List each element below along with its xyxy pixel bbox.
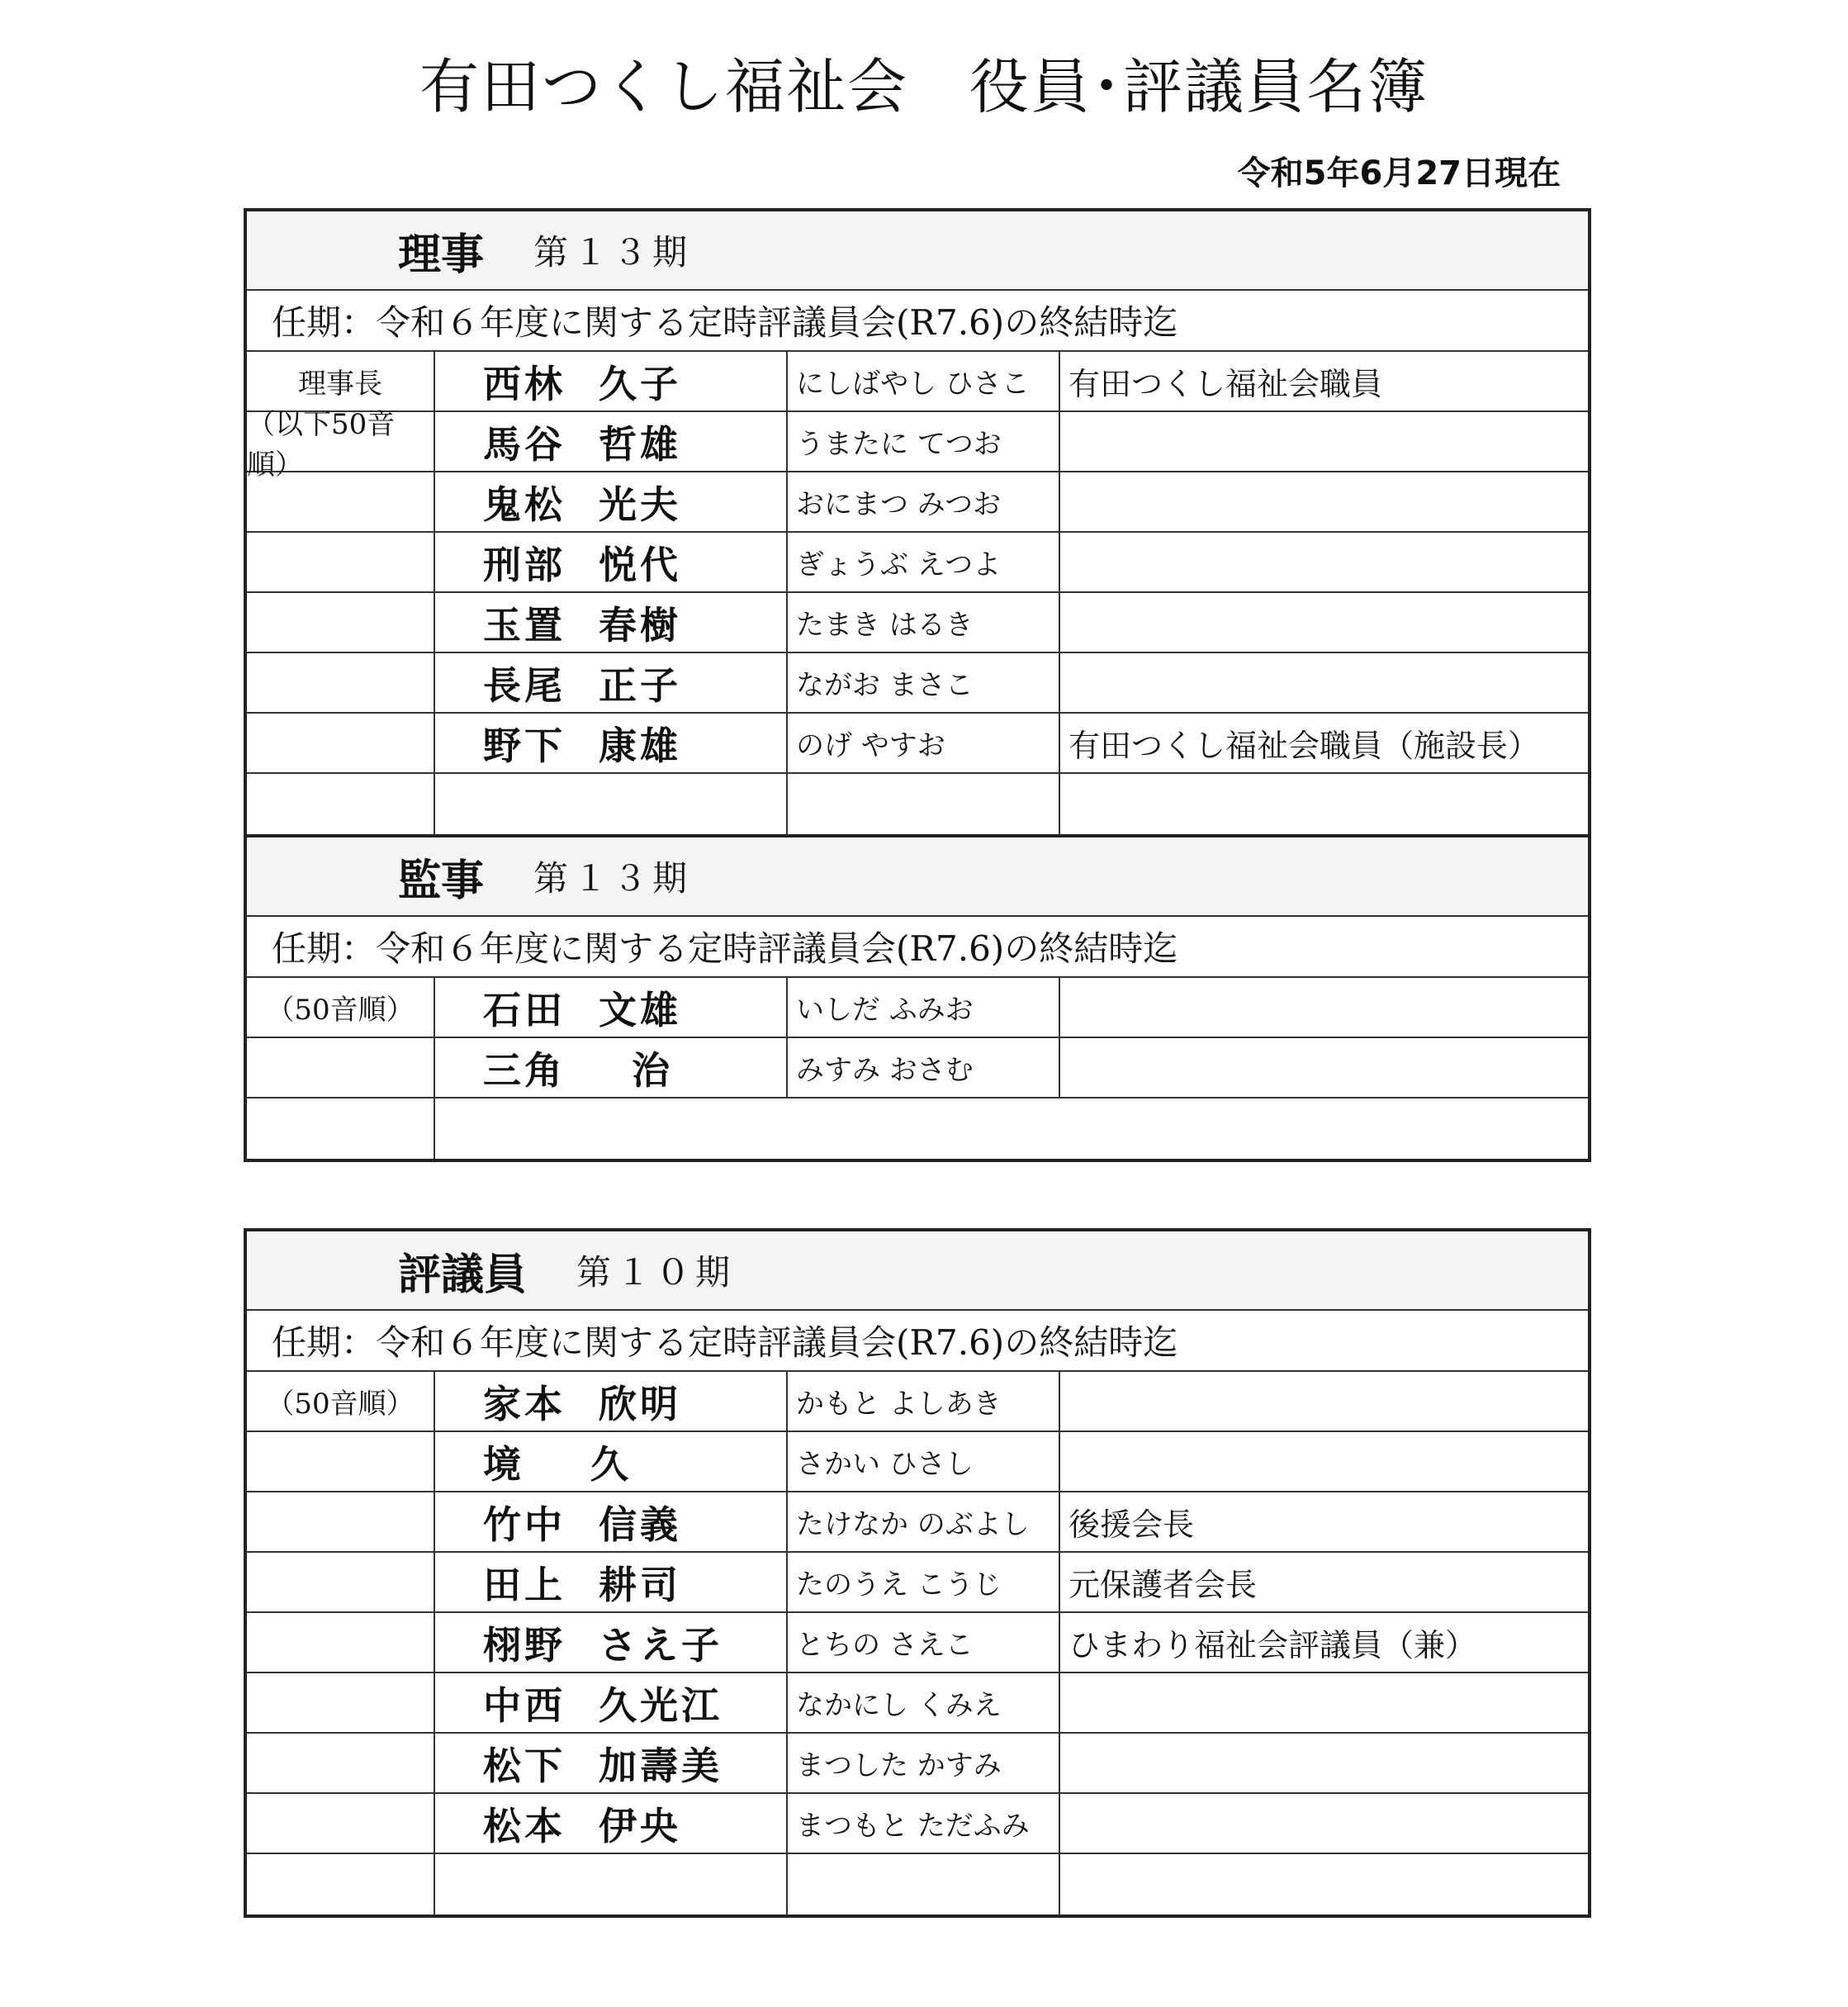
row-label	[247, 1673, 435, 1732]
row-label	[247, 1794, 435, 1853]
row-label: 理事長	[247, 352, 435, 410]
councilors-rows	[247, 1372, 1588, 1914]
member-name: 松本 伊央	[435, 1794, 788, 1853]
table-row	[247, 1613, 1588, 1673]
row-label	[247, 533, 435, 591]
member-reading	[788, 1854, 1060, 1914]
member-reading: たまき はるき	[788, 593, 1060, 652]
member-note	[1060, 412, 1588, 471]
member-name: 馬谷 哲雄	[435, 412, 788, 471]
member-name: 長尾 正子	[435, 653, 788, 712]
councilors-role: 評議員	[398, 1250, 528, 1300]
directors-rows	[247, 352, 1588, 834]
row-label: （50音順）	[247, 978, 435, 1037]
auditors-role: 監事	[398, 856, 485, 906]
auditors-term: 第１３期	[533, 858, 693, 899]
member-name: 中西 久光江	[435, 1673, 788, 1732]
table-row	[247, 1794, 1588, 1854]
member-name: 刑部 悦代	[435, 533, 788, 591]
row-label	[247, 774, 435, 834]
member-note	[1060, 1038, 1588, 1097]
as-of-date: 令和5年6月27日現在	[1237, 154, 1561, 192]
row-label	[247, 1492, 435, 1551]
row-label: （50音順）	[247, 1372, 435, 1431]
member-name: 三角 治	[435, 1038, 788, 1097]
table-row	[247, 653, 1588, 714]
page-title: 有田つくし福祉会 役員･評議員名簿	[419, 52, 1429, 121]
member-name: 鬼松 光夫	[435, 472, 788, 531]
member-reading: みすみ おさむ	[788, 1038, 1060, 1097]
row-label	[247, 1098, 435, 1159]
member-note	[1060, 1854, 1588, 1914]
councilors-section	[247, 1231, 1588, 1914]
row-label	[247, 1432, 435, 1491]
auditors-rows	[247, 978, 1588, 1159]
table-row	[247, 352, 1588, 412]
member-name: 竹中 信義	[435, 1492, 788, 1551]
member-note	[1060, 978, 1588, 1037]
councilors-header	[247, 1231, 1588, 1311]
member-name	[435, 1854, 788, 1914]
row-label	[247, 472, 435, 531]
row-label	[247, 593, 435, 652]
member-name: 境 久	[435, 1432, 788, 1491]
councilors-term: 第１０期	[576, 1252, 736, 1293]
row-label: （以下50音順）	[247, 412, 435, 471]
row-label	[247, 1734, 435, 1792]
member-name	[435, 774, 788, 834]
officers-table	[244, 208, 1591, 1162]
member-note	[1060, 593, 1588, 652]
member-reading: さかい ひさし	[788, 1432, 1060, 1491]
councilors-table	[244, 1228, 1591, 1918]
table-row	[247, 1854, 1588, 1914]
member-note	[1060, 472, 1588, 531]
member-note	[1060, 1372, 1588, 1431]
member-reading: かもと よしあき	[788, 1372, 1060, 1431]
member-name: 松下 加壽美	[435, 1734, 788, 1792]
table-row	[247, 1553, 1588, 1613]
directors-header	[247, 211, 1588, 291]
member-reading: まつした かすみ	[788, 1734, 1060, 1792]
member-name: 玉置 春樹	[435, 593, 788, 652]
table-row	[247, 774, 1588, 834]
member-note	[1060, 533, 1588, 591]
row-label	[247, 1854, 435, 1914]
auditors-section	[247, 837, 1588, 1159]
member-note	[1060, 774, 1588, 834]
auditors-header	[247, 837, 1588, 917]
row-label	[247, 1613, 435, 1672]
councilors-tenure: 任期：令和６年度に関する定時評議員会(R7.6)の終結時迄	[247, 1311, 1588, 1372]
table-row	[247, 1372, 1588, 1432]
member-reading: なかにし くみえ	[788, 1673, 1060, 1732]
member-note	[1060, 1432, 1588, 1491]
table-row	[247, 714, 1588, 774]
member-reading: おにまつ みつお	[788, 472, 1060, 531]
table-row	[247, 1098, 1588, 1159]
member-reading: のげ やすお	[788, 714, 1060, 772]
member-note: 元保護者会長	[1069, 1567, 1258, 1603]
directors-section	[247, 211, 1588, 837]
member-name: 野下 康雄	[435, 714, 788, 772]
member-note: 後援会長	[1069, 1506, 1195, 1543]
member-note	[1060, 1673, 1588, 1732]
member-reading: まつもと ただふみ	[788, 1794, 1060, 1853]
member-note: 有田つくし福祉会職員（施設長）	[1069, 728, 1540, 764]
member-reading: たけなか のぶよし	[788, 1492, 1060, 1551]
member-note	[1060, 1794, 1588, 1853]
table-row	[247, 1734, 1588, 1794]
member-name: 西林 久子	[435, 352, 788, 410]
member-reading	[788, 774, 1060, 834]
table-row	[247, 1038, 1588, 1098]
member-reading: いしだ ふみお	[788, 978, 1060, 1037]
member-reading: ぎょうぶ えつよ	[788, 533, 1060, 591]
member-name: 栩野 さえ子	[435, 1613, 788, 1672]
member-note: ひまわり福祉会評議員（兼）	[1069, 1627, 1477, 1663]
member-name: 家本 欣明	[435, 1372, 788, 1431]
member-reading: たのうえ こうじ	[788, 1553, 1060, 1611]
member-note	[1060, 653, 1588, 712]
member-name: 石田 文雄	[435, 978, 788, 1037]
member-reading: うまたに てつお	[788, 412, 1060, 471]
member-reading: にしばやし ひさこ	[788, 352, 1060, 410]
row-label	[247, 1038, 435, 1097]
auditors-tenure: 任期：令和６年度に関する定時評議員会(R7.6)の終結時迄	[247, 917, 1588, 978]
member-note	[1060, 1734, 1588, 1792]
directors-term: 第１３期	[533, 232, 693, 273]
table-row	[247, 407, 1588, 482]
table-row	[247, 533, 1588, 593]
member-reading: とちの さえこ	[788, 1613, 1060, 1672]
row-label	[247, 653, 435, 712]
table-row	[247, 1432, 1588, 1492]
directors-role: 理事	[398, 230, 485, 280]
member-name: 田上 耕司	[435, 1553, 788, 1611]
table-row	[247, 472, 1588, 533]
empty-merged-cell	[435, 1098, 1588, 1159]
table-row	[247, 593, 1588, 653]
row-label	[247, 1553, 435, 1611]
table-row	[247, 978, 1588, 1038]
table-row	[247, 1673, 1588, 1734]
member-reading: ながお まさこ	[788, 653, 1060, 712]
member-note: 有田つくし福祉会職員	[1069, 366, 1383, 402]
row-label	[247, 714, 435, 772]
directors-tenure: 任期：令和６年度に関する定時評議員会(R7.6)の終結時迄	[247, 291, 1588, 352]
table-row	[247, 1492, 1588, 1553]
